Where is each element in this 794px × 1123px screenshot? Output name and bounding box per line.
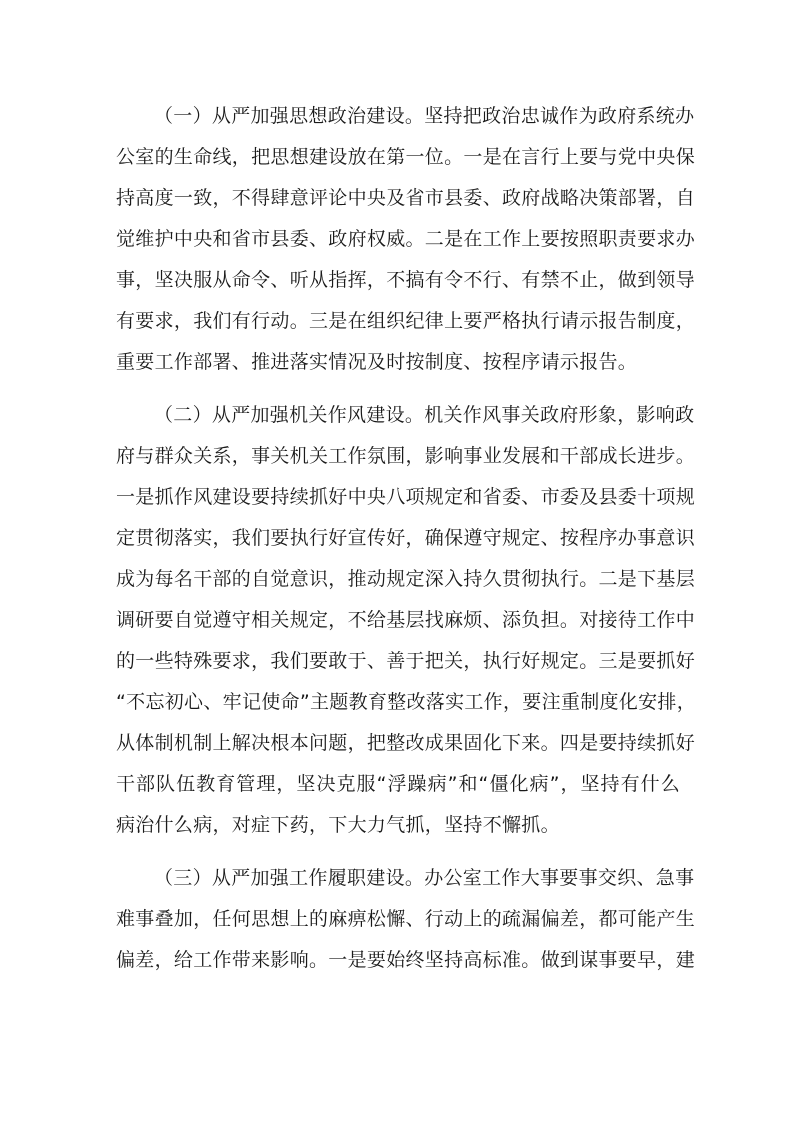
text-line: 偏差，给工作带来影响。一是要始终坚持高标准。做到谋事要早，建 [116, 949, 696, 971]
text-line: 重要工作部署、推进落实情况及时按制度、按程序请示报告。 [116, 351, 638, 373]
text-line: 定贯彻落实，我们要执行好宣传好，确保遵守规定、按程序办事意识 [116, 527, 696, 549]
text-line: 一是抓作风建设要持续抓好中央八项规定和省委、市委及县委十项规 [116, 486, 696, 508]
text-line: （二）从严加强机关作风建设。机关作风事关政府形象，影响政 [154, 404, 695, 426]
text-line: （三）从严加强工作履职建设。办公室工作大事要事交织、急事 [154, 867, 695, 889]
text-line: 有要求，我们有行动。三是在组织纪律上要严格执行请示报告制度， [116, 310, 696, 332]
paragraph-1 [116, 96, 696, 383]
text-line: “不忘初心、牢记使命”主题教育整改落实工作，要注重制度化安排， [116, 691, 696, 713]
text-line: 的一些特殊要求，我们要敢于、善于把关，执行好规定。三是要抓好 [116, 650, 696, 672]
text-line: 事，坚决服从命令、听从指挥，不搞有令不行、有禁不止，做到领导 [116, 269, 696, 291]
paragraph-3 [116, 858, 696, 981]
text-line: 公室的生命线，把思想建设放在第一位。一是在言行上要与党中央保 [116, 146, 696, 168]
paragraph-2 [116, 395, 696, 846]
document-body [116, 96, 696, 981]
text-line: 从体制机制上解决根本问题，把整改成果固化下来。四是要持续抓好 [116, 732, 696, 754]
text-line: 成为每名干部的自觉意识，推动规定深入持久贯彻执行。二是下基层 [116, 568, 696, 590]
text-line: 府与群众关系，事关机关工作氛围，影响事业发展和干部成长进步。 [116, 445, 696, 467]
text-line: 持高度一致，不得肆意评论中央及省市县委、政府战略决策部署，自 [116, 187, 696, 209]
text-line: 觉维护中央和省市县委、政府权威。二是在工作上要按照职责要求办 [116, 228, 696, 250]
text-line: 病治什么病，对症下药，下大力气抓，坚持不懈抓。 [116, 814, 560, 836]
text-line: 干部队伍教育管理，坚决克服“浮躁病”和“僵化病”，坚持有什么 [116, 773, 680, 795]
text-line: 调研要自觉遵守相关规定，不给基层找麻烦、添负担。对接待工作中 [116, 609, 696, 631]
text-line: （一）从严加强思想政治建设。坚持把政治忠诚作为政府系统办 [154, 105, 695, 127]
text-line: 难事叠加，任何思想上的麻痹松懈、行动上的疏漏偏差，都可能产生 [116, 908, 696, 930]
